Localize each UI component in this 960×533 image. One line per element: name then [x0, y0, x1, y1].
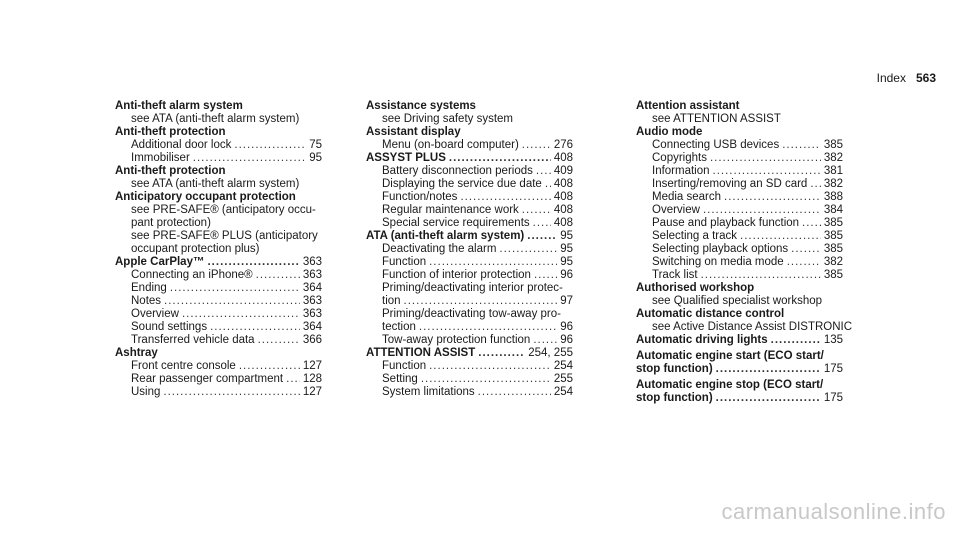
page-reference: 276: [553, 139, 573, 151]
entry-text: see PRE-SAFE® (anticipatory occu-: [131, 204, 316, 216]
dot-leader: [787, 256, 821, 269]
entry-text: ATTENTION ASSIST: [366, 347, 476, 359]
entry-text: Overview: [131, 308, 179, 320]
index-subentry: [115, 360, 322, 373]
dot-leader: [163, 386, 299, 399]
dot-leader: [545, 178, 551, 191]
index-entry-heading: [115, 126, 322, 139]
entry-text: Menu (on-board computer): [382, 139, 519, 151]
index-subentry: [636, 178, 843, 191]
entry-text: Tow-away protection function: [382, 334, 531, 346]
dot-leader: [522, 204, 551, 217]
entry-text: stop function): [636, 392, 713, 404]
page-reference: 382: [823, 152, 843, 164]
index-subentry: [115, 152, 322, 165]
entry-text: Function/notes: [382, 191, 458, 203]
dot-leader: [536, 165, 551, 178]
dot-leader: [782, 139, 821, 152]
index-entry-heading: [636, 308, 843, 321]
page-reference: 95: [560, 256, 573, 268]
entry-text: pant protection): [131, 217, 211, 229]
page-reference: 127: [302, 386, 322, 398]
page-reference: 388: [823, 191, 843, 203]
entry-text: Sound settings: [131, 321, 208, 333]
entry-text: Anti-theft alarm system: [115, 100, 243, 112]
index-entry-heading: [115, 256, 322, 269]
index-column-2: [366, 100, 573, 399]
page-reference: 363: [302, 269, 322, 281]
page-reference: 363: [302, 295, 322, 307]
index-subentry: [366, 204, 573, 217]
dot-leader: [449, 152, 551, 165]
entry-text: Connecting USB devices: [652, 139, 780, 151]
entry-text: ASSYST PLUS: [366, 152, 446, 164]
page-header: [877, 71, 936, 85]
entry-text: Inserting/removing an SD card: [652, 178, 808, 190]
page-reference: 408: [553, 178, 573, 190]
entry-text: Automatic distance control: [636, 308, 785, 320]
entry-text: Anti-theft protection: [115, 165, 226, 177]
entry-text: Immobiliser: [131, 152, 190, 164]
dot-leader: [701, 269, 821, 282]
index-entry-heading: [366, 126, 573, 139]
index-subentry: [366, 269, 573, 282]
page-reference: 409: [553, 165, 573, 177]
entry-text: ATA (anti-theft alarm system): [366, 230, 525, 242]
page-reference: 385: [823, 139, 843, 151]
index-subentry: [636, 269, 843, 282]
page-reference: 254, 255: [528, 347, 573, 359]
dot-leader: [740, 230, 821, 243]
entry-text: Attention assistant: [636, 100, 740, 112]
dot-leader: [429, 360, 551, 373]
page-reference: 135: [823, 334, 843, 346]
entry-text: Assistant display: [366, 126, 461, 138]
index-subentry: [115, 217, 322, 230]
page-reference: 254: [553, 360, 573, 372]
page-reference: 384: [823, 204, 843, 216]
page-reference: 96: [560, 334, 573, 346]
dot-leader: [239, 360, 300, 373]
index-entry-heading: [636, 392, 843, 405]
index-entry-heading: [115, 100, 322, 113]
page-reference: 385: [823, 269, 843, 281]
page-reference: 385: [823, 230, 843, 242]
entry-text: Apple CarPlay™: [115, 256, 205, 268]
page-reference: 127: [302, 360, 322, 372]
index-subentry: [636, 295, 843, 308]
entry-text: Anti-theft protection: [115, 126, 226, 138]
watermark: carmanualsonline.info: [721, 499, 946, 524]
page-reference: 382: [823, 178, 843, 190]
entry-text: see ATA (anti-theft alarm system): [131, 113, 300, 125]
page-reference: 95: [560, 243, 573, 255]
dot-leader: [419, 321, 557, 334]
index-subentry: [636, 152, 843, 165]
page-reference: 175: [823, 363, 843, 375]
entry-text: Displaying the service due date: [382, 178, 542, 190]
index-subentry: [366, 217, 573, 230]
page-reference: 385: [823, 243, 843, 255]
entry-text: Rear passenger compartment: [131, 373, 284, 385]
page-reference: 95: [309, 152, 322, 164]
page-reference: 381: [823, 165, 843, 177]
entry-text: Anticipatory occupant protection: [115, 191, 296, 203]
entry-text: Automatic engine stop (ECO start/: [636, 379, 824, 391]
index-subentry: [366, 191, 573, 204]
page-reference: 408: [553, 152, 573, 164]
entry-text: System limitations: [382, 386, 475, 398]
index-subentry: [115, 334, 322, 347]
entry-text: Authorised workshop: [636, 282, 755, 294]
dot-leader: [404, 295, 558, 308]
index-subentry: [115, 243, 322, 256]
entry-text: Automatic driving lights: [636, 334, 768, 346]
index-subentry: [366, 282, 573, 295]
index-entry-heading: [636, 379, 843, 392]
entry-text: Deactivating the alarm: [382, 243, 497, 255]
entry-text: Media search: [652, 191, 722, 203]
entry-text: Ashtray: [115, 347, 158, 359]
index-entry-heading: [366, 347, 573, 360]
dot-leader: [533, 334, 557, 347]
index-subentry: [115, 308, 322, 321]
entry-text: see Active Distance Assist DISTRONIC: [652, 321, 853, 333]
dot-leader: [193, 152, 306, 165]
entry-text: Ending: [131, 282, 167, 294]
page-reference: 363: [302, 256, 322, 268]
page-reference: 408: [553, 217, 573, 229]
index-subentry: [636, 165, 843, 178]
dot-leader: [791, 243, 821, 256]
index-entry-heading: [636, 334, 843, 347]
index-subentry: [636, 230, 843, 243]
entry-text: Notes: [131, 295, 162, 307]
index-entry-heading: [366, 230, 573, 243]
index-subentry: [366, 178, 573, 191]
page-reference: 128: [302, 373, 322, 385]
dot-leader: [421, 373, 551, 386]
entry-text: see Qualified specialist workshop: [652, 295, 823, 307]
index-subentry: [115, 321, 322, 334]
dot-leader: [703, 204, 821, 217]
dot-leader: [802, 217, 821, 230]
page-reference: 97: [560, 295, 573, 307]
dot-leader: [207, 256, 299, 269]
index-subentry: [366, 165, 573, 178]
index-entry-heading: [366, 152, 573, 165]
page-reference: 408: [553, 204, 573, 216]
entry-text: Connecting an iPhone®: [131, 269, 253, 281]
page-reference: 75: [309, 139, 322, 151]
dot-leader: [771, 334, 821, 347]
dot-leader: [478, 347, 525, 360]
dot-leader: [533, 217, 551, 230]
dot-leader: [527, 230, 557, 243]
index-subentry: [366, 113, 573, 126]
entry-text: Function: [382, 256, 427, 268]
entry-text: see Driving safety system: [382, 113, 514, 125]
page-number: 563: [915, 71, 936, 85]
index-subentry: [366, 243, 573, 256]
dot-leader: [534, 269, 557, 282]
entry-text: Automatic engine start (ECO start/: [636, 350, 824, 362]
dot-leader: [460, 191, 550, 204]
page-reference: 255: [553, 373, 573, 385]
page-reference: 254: [553, 386, 573, 398]
dot-leader: [170, 282, 300, 295]
entry-text: see ATA (anti-theft alarm system): [131, 178, 300, 190]
index-entry-heading: [636, 350, 843, 363]
index-entry-heading: [636, 282, 843, 295]
dot-leader: [522, 139, 551, 152]
index-entry-heading: [636, 363, 843, 376]
page-reference: 96: [560, 269, 573, 281]
dot-leader: [234, 139, 306, 152]
index-subentry: [115, 178, 322, 191]
page-reference: 382: [823, 256, 843, 268]
page-reference: 385: [823, 217, 843, 229]
entry-text: stop function): [636, 363, 713, 375]
page-reference: 175: [823, 392, 843, 404]
entry-text: Priming/deactivating interior protec-: [382, 282, 563, 294]
entry-text: Copyrights: [652, 152, 707, 164]
index-subentry: [115, 373, 322, 386]
index-subentry: [636, 139, 843, 152]
entry-text: Battery disconnection periods: [382, 165, 533, 177]
entry-text: Selecting playback options: [652, 243, 789, 255]
index-subentry: [366, 373, 573, 386]
index-entry-heading: [115, 347, 322, 360]
entry-text: Track list: [652, 269, 698, 281]
entry-text: Additional door lock: [131, 139, 232, 151]
entry-text: Information: [652, 165, 710, 177]
dot-leader: [713, 165, 821, 178]
entry-text: Selecting a track: [652, 230, 738, 242]
page-reference: 363: [302, 308, 322, 320]
index-subentry: [636, 113, 843, 126]
index-subentry: [636, 243, 843, 256]
index-subentry: [636, 204, 843, 217]
index-entry-heading: [115, 165, 322, 178]
dot-leader: [478, 386, 551, 399]
page-reference: 366: [302, 334, 322, 346]
index-subentry: [115, 269, 322, 282]
page-reference: 408: [553, 191, 573, 203]
entry-text: see ATTENTION ASSIST: [652, 113, 781, 125]
index-subentry: [366, 295, 573, 308]
dot-leader: [716, 363, 821, 376]
entry-text: Using: [131, 386, 161, 398]
index-subentry: [366, 256, 573, 269]
index-column-1: [115, 100, 322, 399]
index-subentry: [115, 295, 322, 308]
page-reference: 364: [302, 282, 322, 294]
entry-text: Pause and playback function: [652, 217, 800, 229]
index-subentry: [366, 334, 573, 347]
entry-text: Function of interior protection: [382, 269, 531, 281]
entry-text: Regular maintenance work: [382, 204, 519, 216]
entry-text: Special service requirements: [382, 217, 530, 229]
index-subentry: [636, 256, 843, 269]
entry-text: Audio mode: [636, 126, 703, 138]
entry-text: Priming/deactivating tow-away pro-: [382, 308, 561, 320]
entry-text: Function: [382, 360, 427, 372]
index-subentry: [115, 204, 322, 217]
index-subentry: [366, 360, 573, 373]
section-label: Index: [876, 71, 906, 85]
entry-text: Assistance systems: [366, 100, 476, 112]
index-subentry: [366, 321, 573, 334]
index-entry-heading: [636, 100, 843, 113]
dot-leader: [716, 392, 821, 405]
entry-text: Setting: [382, 373, 418, 385]
index-subentry: [366, 139, 573, 152]
index-subentry: [115, 282, 322, 295]
index-subentry: [115, 230, 322, 243]
index-entry-heading: [366, 100, 573, 113]
index-entry-heading: [636, 126, 843, 139]
dot-leader: [429, 256, 557, 269]
index-subentry: [636, 321, 853, 334]
entry-text: Front centre console: [131, 360, 236, 372]
dot-leader: [499, 243, 557, 256]
dot-leader: [164, 295, 300, 308]
dot-leader: [182, 308, 300, 321]
dot-leader: [724, 191, 821, 204]
entry-text: Transferred vehicle data: [131, 334, 255, 346]
dot-leader: [210, 321, 300, 334]
index-subentry: [636, 191, 843, 204]
dot-leader: [710, 152, 821, 165]
index-subentry: [115, 113, 322, 126]
dot-leader: [810, 178, 820, 191]
entry-text: see PRE-SAFE® PLUS (anticipatory: [131, 230, 318, 242]
page-reference: 95: [560, 230, 573, 242]
index-subentry: [115, 386, 322, 399]
entry-text: tection: [382, 321, 416, 333]
index-subentry: [115, 139, 322, 152]
index-subentry: [636, 217, 843, 230]
index-subentry: [366, 386, 573, 399]
dot-leader: [286, 373, 300, 386]
entry-text: Overview: [652, 204, 700, 216]
entry-text: tion: [382, 295, 401, 307]
dot-leader: [258, 334, 300, 347]
entry-text: occupant protection plus): [131, 243, 260, 255]
entry-text: Switching on media mode: [652, 256, 784, 268]
page-reference: 96: [560, 321, 573, 333]
dot-leader: [256, 269, 300, 282]
page-reference: 364: [302, 321, 322, 333]
index-entry-heading: [115, 191, 322, 204]
index-subentry: [366, 308, 573, 321]
index-column-3: [636, 100, 853, 405]
